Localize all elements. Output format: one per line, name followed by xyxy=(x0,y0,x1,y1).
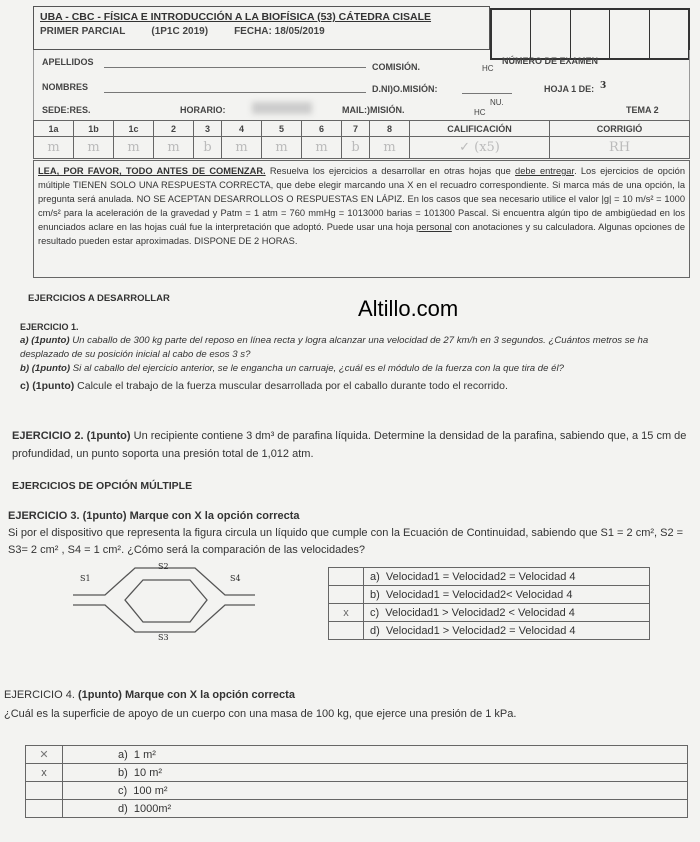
option-text: 100 m² xyxy=(133,784,168,797)
grades-table xyxy=(33,120,690,159)
col-header: 7 xyxy=(341,121,369,137)
grade-mark: m xyxy=(301,137,341,159)
grade-mark: b xyxy=(341,137,369,159)
col-header: 2 xyxy=(154,121,194,137)
exercise-1b-text: Si al caballo del ejercicio anterior, se le engancha un carruaje, ¿cuál es el módulo de la fuerza con la que tira de él? xyxy=(70,363,564,374)
exercise-3-options xyxy=(328,567,650,640)
course-title: UBA - CBC - FÍSICA E INTRODUCCIÓN A LA BIOFÍSICA (53) CÁTEDRA CISALE xyxy=(40,11,432,23)
exercise-4-title: EJERCICIO 4. xyxy=(4,689,75,701)
exercise-3-title: EJERCICIO 3. (1punto) Marque con X la opción correcta xyxy=(8,510,300,522)
col-header: 6 xyxy=(301,121,341,137)
option-letter: d) xyxy=(370,624,380,637)
exercise-2 xyxy=(12,427,697,463)
option-letter: b) xyxy=(118,766,128,779)
exercise-3 xyxy=(8,508,693,559)
points: c) (1punto) xyxy=(20,380,75,392)
option-checkbox[interactable] xyxy=(329,586,364,604)
instructions-text: personal xyxy=(416,222,452,233)
watermark: Altillo.com xyxy=(358,296,459,321)
option-letter: b) xyxy=(370,588,380,601)
apellidos-field[interactable] xyxy=(104,67,366,68)
grade-mark: b xyxy=(194,137,222,159)
dni-label: D.NI)O.MISIÓN: xyxy=(372,84,438,94)
numero-examen-label: NÚMERO DE EXAMEN xyxy=(502,56,599,66)
points: a) (1punto) xyxy=(20,335,70,346)
option-checkbox-crossed[interactable]: ✕ xyxy=(26,746,63,764)
label-s4: S4 xyxy=(230,574,241,583)
calificacion-value: ✓ (x5) xyxy=(410,137,550,159)
option-letter: a) xyxy=(370,570,380,583)
exercise-2-text: Un recipiente contiene 3 dm³ de parafina líquida. Determine la densidad de la parafina, sabiendo que, a 15 cm de profundidad, un punto soporta una presión total de 1,012 atm. xyxy=(12,430,687,460)
label-s1: S1 xyxy=(80,574,91,583)
col-header: 4 xyxy=(221,121,261,137)
exercise-4 xyxy=(4,686,694,724)
exercise-1c-text: Calcule el trabajo de la fuerza muscular desarrollada por el caballo durante todo el recorrido. xyxy=(74,380,508,392)
option-checkbox-marked[interactable]: x xyxy=(26,764,63,782)
col-header: 8 xyxy=(369,121,409,137)
instructions-text: . Los ejercicios de opción múltiple TIENEN SOLO UNA RESPUESTA CORRECTA, que debe elegir marcando una X en el recuadro correspondiente. Si marca más de una opción, la pregunta será anulada. NO SE ACEPTAN DESARROLLOS O RESPUESTAS EN LÁPIZ. En los casos que sea necesario utilice el valor |g| = 10 m/s² = 1000 cm/s² para la aceleración de la gravedad y Patm = 1 atm = 760 mmHg = 1013000 barias = 101300 Pascal. Si encuentra algún tipo de ambigüedad en los enunciados aclare en las hojas cuál fue la interpretación que adoptó. Puede usar una hoja xyxy=(38,166,685,233)
option-checkbox[interactable] xyxy=(329,568,364,586)
grade-mark: m xyxy=(369,137,409,159)
instructions-lead: LEA, POR FAVOR, TODO ANTES DE COMENZAR. xyxy=(38,166,266,176)
hoja-total: 3 xyxy=(600,81,607,91)
option-text: 10 m² xyxy=(133,766,163,779)
exercise-2-title: EJERCICIO 2. (1punto) xyxy=(12,430,131,442)
option-text: Velocidad1 = Velocidad2< Velocidad 4 xyxy=(385,588,573,601)
option-row[interactable] xyxy=(329,622,650,640)
dni-field[interactable] xyxy=(462,93,512,94)
student-info xyxy=(33,50,690,120)
grade-mark: m xyxy=(114,137,154,159)
col-header: 1c xyxy=(114,121,154,137)
nombres-field[interactable] xyxy=(104,92,366,93)
option-checkbox[interactable] xyxy=(329,622,364,640)
instructions-text: Resuelva los ejercicios a desarrollar en otras hojas que xyxy=(265,166,516,176)
points: b) (1punto) xyxy=(20,363,71,374)
label-s2: S2 xyxy=(158,562,169,571)
exam-date: FECHA: 18/05/2019 xyxy=(234,26,325,37)
option-letter: c) xyxy=(370,606,380,619)
hc-label-2: HC xyxy=(474,108,486,117)
exercise-4-options xyxy=(25,745,688,818)
instructions-text: con anotaciones y su calculadora. Algunas opciones de resultado pueden estar aproximadas. DISPONE DE 2 HORAS. xyxy=(38,222,685,247)
section-multiple-choice: EJERCICIOS DE OPCIÓN MÚLTIPLE xyxy=(12,480,193,492)
option-text: 1000m² xyxy=(133,802,172,815)
exercise-1-title: EJERCICIO 1. xyxy=(20,322,79,332)
grade-mark: m xyxy=(154,137,194,159)
option-text: Velocidad1 > Velocidad2 = Velocidad 4 xyxy=(385,624,576,637)
instructions-text: debe entregar xyxy=(515,166,575,176)
exercise-1a-text: Un caballo de 300 kg parte del reposo en línea recta y logra alcanzar una velocidad de 27 km/h en 3 segundos. ¿Cuántos metros se ha desplazado de su posición inicial al cabo de esos 3 s? xyxy=(20,335,649,360)
exercise-3-text: Si por el dispositivo que representa la figura circula un líquido que cumple con la Ecuación de Continuidad, sabiendo que S1 = 2 cm², S2 = S3= 2 cm² , S4 = 1 cm². ¿Cómo será la comparación de las velocidades? xyxy=(8,527,684,556)
option-letter: d) xyxy=(118,802,128,815)
exam-header xyxy=(33,6,490,50)
option-row[interactable] xyxy=(329,586,650,604)
exercise-4-title: (1punto) Marque con X la opción correcta xyxy=(74,689,295,701)
pipe-shape xyxy=(73,568,255,632)
option-text: Velocidad1 > Velocidad2 < Velocidad 4 xyxy=(385,606,575,619)
exam-name: PRIMER PARCIAL xyxy=(40,26,126,37)
sede-label: SEDE:RES. xyxy=(42,105,91,115)
calificacion-header: CALIFICACIÓN xyxy=(410,121,550,137)
option-checkbox-marked[interactable]: x xyxy=(329,604,364,622)
hc-label: HC xyxy=(482,64,494,73)
horario-label: HORARIO: xyxy=(180,105,226,115)
col-header: 1a xyxy=(34,121,74,137)
instructions-box xyxy=(33,160,690,278)
grade-mark: m xyxy=(261,137,301,159)
col-header: 3 xyxy=(194,121,222,137)
apellidos-label: APELLIDOS xyxy=(42,57,94,67)
option-checkbox[interactable] xyxy=(26,782,63,800)
redacted-horario xyxy=(252,102,312,114)
section-desarrollar: EJERCICIOS A DESARROLLAR xyxy=(28,293,170,304)
col-header: 5 xyxy=(261,121,301,137)
exercise-4-text: ¿Cuál es la superficie de apoyo de un cuerpo con una masa de 100 kg, que ejerce una presión de 1 kPa. xyxy=(4,708,517,720)
option-row[interactable] xyxy=(329,568,650,586)
corrigio-header: CORRIGIÓ xyxy=(550,121,690,137)
corrigio-signature: RH xyxy=(550,137,690,159)
option-row[interactable] xyxy=(26,800,688,818)
exam-period: (1P1C 2019) xyxy=(151,26,209,37)
option-checkbox[interactable] xyxy=(26,800,63,818)
nombres-label: NOMBRES xyxy=(42,82,89,92)
grade-mark: m xyxy=(221,137,261,159)
option-text: Velocidad1 = Velocidad2 = Velocidad 4 xyxy=(385,570,576,583)
option-text: 1 m² xyxy=(133,748,156,761)
option-letter: a) xyxy=(118,748,128,761)
grade-mark: m xyxy=(34,137,74,159)
nu-label: NU. xyxy=(490,98,504,107)
grade-mark: m xyxy=(74,137,114,159)
option-row[interactable] xyxy=(329,604,650,622)
option-row[interactable] xyxy=(26,782,688,800)
col-header: 1b xyxy=(74,121,114,137)
tema-label: TEMA 2 xyxy=(626,105,659,115)
hoja-label: HOJA 1 DE: xyxy=(544,84,595,94)
comision-label: COMISIÓN. xyxy=(372,62,421,72)
option-row[interactable] xyxy=(26,764,688,782)
option-row[interactable] xyxy=(26,746,688,764)
mail-label: MAIL:)MISIÓN. xyxy=(342,105,405,115)
exercise-1 xyxy=(20,320,680,393)
label-s3: S3 xyxy=(158,633,169,642)
option-letter: c) xyxy=(118,784,128,797)
